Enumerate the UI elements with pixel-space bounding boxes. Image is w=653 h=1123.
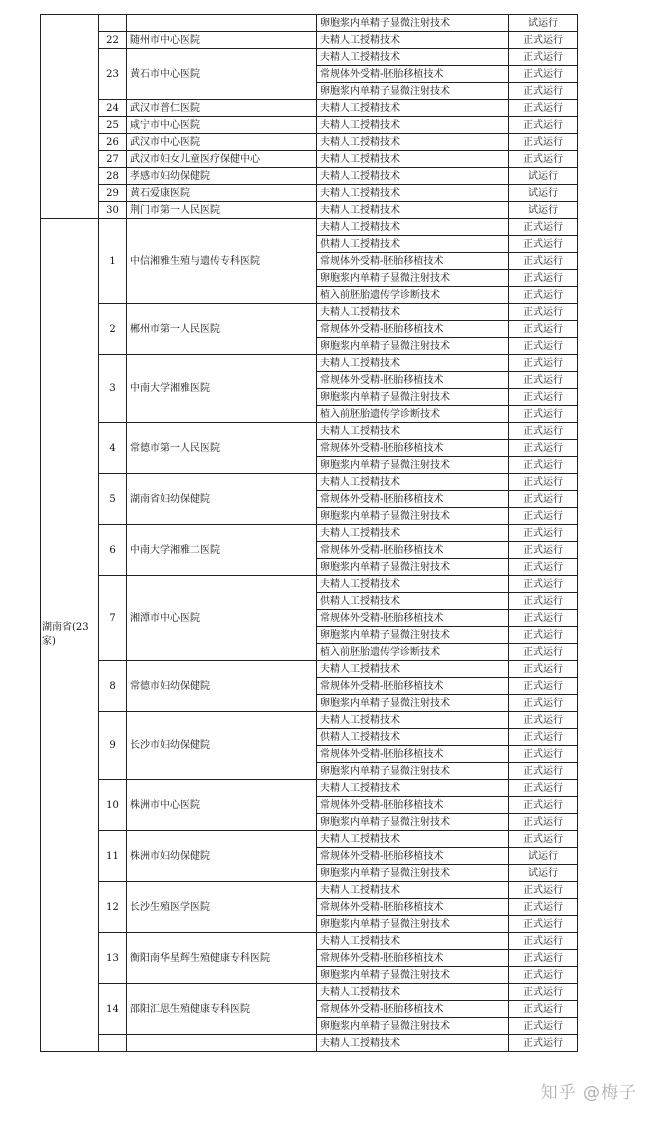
watermark: 知乎 @梅子 (540, 1083, 637, 1103)
status-cell: 正式运行 (509, 491, 578, 508)
technology-cell: 常规体外受精-胚胎移植技术 (317, 848, 509, 865)
status-cell: 正式运行 (509, 49, 578, 66)
technology-cell: 夫精人工授精技术 (317, 304, 509, 321)
technology-cell: 夫精人工授精技术 (317, 219, 509, 236)
technology-cell: 常规体外受精-胚胎移植技术 (317, 321, 509, 338)
status-cell: 正式运行 (509, 100, 578, 117)
technology-cell: 夫精人工授精技术 (317, 32, 509, 49)
status-cell: 正式运行 (509, 933, 578, 950)
hospital-number: 3 (99, 355, 127, 423)
table-row (41, 474, 578, 491)
hospital-number: 5 (99, 474, 127, 525)
table-row (41, 525, 578, 542)
table-row (41, 151, 578, 168)
technology-cell: 供精人工授精技术 (317, 593, 509, 610)
technology-cell: 夫精人工授精技术 (317, 168, 509, 185)
status-cell: 试运行 (509, 848, 578, 865)
technology-cell: 常规体外受精-胚胎移植技术 (317, 678, 509, 695)
status-cell: 正式运行 (509, 950, 578, 967)
hospital-name: 咸宁市中心医院 (127, 117, 317, 134)
hospital-name: 中信湘雅生殖与遗传专科医院 (127, 219, 317, 304)
technology-cell: 卵胞浆内单精子显微注射技术 (317, 15, 509, 32)
status-cell: 正式运行 (509, 287, 578, 304)
hospital-number: 22 (99, 32, 127, 49)
hospital-name: 衡阳南华星辉生殖健康专科医院 (127, 933, 317, 984)
hospital-number: 8 (99, 661, 127, 712)
technology-cell: 夫精人工授精技术 (317, 576, 509, 593)
table-row (41, 712, 578, 729)
status-cell: 正式运行 (509, 304, 578, 321)
status-cell: 正式运行 (509, 151, 578, 168)
technology-cell: 卵胞浆内单精子显微注射技术 (317, 559, 509, 576)
hospital-name: 黄石市中心医院 (127, 49, 317, 100)
technology-cell: 常规体外受精-胚胎移植技术 (317, 1001, 509, 1018)
hospital-name (127, 15, 317, 32)
technology-cell: 卵胞浆内单精子显微注射技术 (317, 763, 509, 780)
hospital-number: 7 (99, 576, 127, 661)
technology-cell: 夫精人工授精技术 (317, 474, 509, 491)
hospital-number: 14 (99, 984, 127, 1035)
status-cell: 正式运行 (509, 1018, 578, 1035)
status-cell: 正式运行 (509, 406, 578, 423)
hospital-number: 13 (99, 933, 127, 984)
status-cell: 正式运行 (509, 644, 578, 661)
hospital-name: 孝感市妇幼保健院 (127, 168, 317, 185)
technology-cell: 卵胞浆内单精子显微注射技术 (317, 627, 509, 644)
technology-cell: 卵胞浆内单精子显微注射技术 (317, 457, 509, 474)
status-cell: 正式运行 (509, 661, 578, 678)
status-cell: 正式运行 (509, 967, 578, 984)
hospital-number (99, 15, 127, 32)
status-cell: 正式运行 (509, 712, 578, 729)
table-row (41, 933, 578, 950)
hospital-number: 30 (99, 202, 127, 219)
hospital-name: 湘潭市中心医院 (127, 576, 317, 661)
status-cell: 正式运行 (509, 916, 578, 933)
hospital-name: 黄石爱康医院 (127, 185, 317, 202)
technology-cell: 夫精人工授精技术 (317, 780, 509, 797)
hospital-name: 株洲市中心医院 (127, 780, 317, 831)
technology-cell: 卵胞浆内单精子显微注射技术 (317, 389, 509, 406)
hospital-number: 24 (99, 100, 127, 117)
status-cell: 正式运行 (509, 66, 578, 83)
hospital-number: 12 (99, 882, 127, 933)
technology-cell: 常规体外受精-胚胎移植技术 (317, 899, 509, 916)
status-cell: 正式运行 (509, 899, 578, 916)
technology-cell: 夫精人工授精技术 (317, 202, 509, 219)
status-cell: 正式运行 (509, 219, 578, 236)
table-row (41, 831, 578, 848)
status-cell: 正式运行 (509, 780, 578, 797)
technology-cell: 常规体外受精-胚胎移植技术 (317, 440, 509, 457)
hospital-number: 23 (99, 49, 127, 100)
technology-cell: 夫精人工授精技术 (317, 117, 509, 134)
technology-cell: 卵胞浆内单精子显微注射技术 (317, 916, 509, 933)
table-row (41, 134, 578, 151)
status-cell: 正式运行 (509, 440, 578, 457)
hospital-number: 6 (99, 525, 127, 576)
hospital-name: 常德市第一人民医院 (127, 423, 317, 474)
hospital-name: 中南大学湘雅二医院 (127, 525, 317, 576)
status-cell: 正式运行 (509, 576, 578, 593)
table-row (41, 32, 578, 49)
technology-cell: 卵胞浆内单精子显微注射技术 (317, 814, 509, 831)
hospital-number: 4 (99, 423, 127, 474)
technology-cell: 植入前胚胎遗传学诊断技术 (317, 406, 509, 423)
technology-cell: 卵胞浆内单精子显微注射技术 (317, 270, 509, 287)
status-cell: 正式运行 (509, 763, 578, 780)
table-body (41, 15, 578, 1052)
technology-cell: 常规体外受精-胚胎移植技术 (317, 253, 509, 270)
status-cell: 正式运行 (509, 831, 578, 848)
status-cell: 正式运行 (509, 797, 578, 814)
table-row (41, 117, 578, 134)
status-cell: 正式运行 (509, 508, 578, 525)
status-cell: 正式运行 (509, 253, 578, 270)
technology-cell: 夫精人工授精技术 (317, 185, 509, 202)
status-cell: 正式运行 (509, 423, 578, 440)
hospital-name: 随州市中心医院 (127, 32, 317, 49)
status-cell: 正式运行 (509, 729, 578, 746)
technology-cell: 夫精人工授精技术 (317, 134, 509, 151)
technology-cell: 夫精人工授精技术 (317, 831, 509, 848)
technology-cell: 夫精人工授精技术 (317, 1035, 509, 1052)
hospital-name: 武汉市妇女儿童医疗保健中心 (127, 151, 317, 168)
status-cell: 正式运行 (509, 695, 578, 712)
status-cell: 试运行 (509, 15, 578, 32)
status-cell: 正式运行 (509, 542, 578, 559)
status-cell: 正式运行 (509, 525, 578, 542)
table-row (41, 100, 578, 117)
status-cell: 正式运行 (509, 627, 578, 644)
hospital-number: 28 (99, 168, 127, 185)
hospital-name: 中南大学湘雅医院 (127, 355, 317, 423)
technology-cell: 夫精人工授精技术 (317, 712, 509, 729)
status-cell: 正式运行 (509, 610, 578, 627)
hospital-number: 11 (99, 831, 127, 882)
table-row (41, 1035, 578, 1052)
technology-cell: 夫精人工授精技术 (317, 933, 509, 950)
hospital-number: 29 (99, 185, 127, 202)
technology-cell: 植入前胚胎遗传学诊断技术 (317, 287, 509, 304)
hospital-name: 长沙市妇幼保健院 (127, 712, 317, 780)
technology-cell: 常规体外受精-胚胎移植技术 (317, 797, 509, 814)
technology-cell: 常规体外受精-胚胎移植技术 (317, 542, 509, 559)
hospital-name: 株洲市妇幼保健院 (127, 831, 317, 882)
status-cell: 正式运行 (509, 984, 578, 1001)
status-cell: 正式运行 (509, 32, 578, 49)
hospital-number: 9 (99, 712, 127, 780)
technology-cell: 常规体外受精-胚胎移植技术 (317, 372, 509, 389)
technology-cell: 夫精人工授精技术 (317, 882, 509, 899)
status-cell: 正式运行 (509, 134, 578, 151)
province-cell (41, 15, 99, 219)
technology-cell: 植入前胚胎遗传学诊断技术 (317, 644, 509, 661)
status-cell: 正式运行 (509, 117, 578, 134)
technology-cell: 常规体外受精-胚胎移植技术 (317, 610, 509, 627)
technology-cell: 夫精人工授精技术 (317, 100, 509, 117)
status-cell: 正式运行 (509, 457, 578, 474)
technology-cell: 供精人工授精技术 (317, 236, 509, 253)
technology-cell: 卵胞浆内单精子显微注射技术 (317, 83, 509, 100)
hospital-name: 长沙生殖医学医院 (127, 882, 317, 933)
status-cell: 正式运行 (509, 678, 578, 695)
table-row (41, 355, 578, 372)
status-cell: 试运行 (509, 168, 578, 185)
status-cell: 正式运行 (509, 1001, 578, 1018)
hospital-name: 武汉市中心医院 (127, 134, 317, 151)
hospital-name: 武汉市普仁医院 (127, 100, 317, 117)
technology-cell: 常规体外受精-胚胎移植技术 (317, 66, 509, 83)
status-cell: 正式运行 (509, 814, 578, 831)
status-cell: 正式运行 (509, 559, 578, 576)
technology-cell: 卵胞浆内单精子显微注射技术 (317, 865, 509, 882)
hospital-number: 25 (99, 117, 127, 134)
technology-cell: 卵胞浆内单精子显微注射技术 (317, 967, 509, 984)
technology-cell: 常规体外受精-胚胎移植技术 (317, 491, 509, 508)
hospital-name: 湖南省妇幼保健院 (127, 474, 317, 525)
status-cell: 正式运行 (509, 593, 578, 610)
status-cell: 正式运行 (509, 474, 578, 491)
hospital-name: 荆门市第一人民医院 (127, 202, 317, 219)
technology-cell: 卵胞浆内单精子显微注射技术 (317, 695, 509, 712)
technology-cell: 供精人工授精技术 (317, 729, 509, 746)
table-row (41, 304, 578, 321)
hospital-name: 常德市妇幼保健院 (127, 661, 317, 712)
table-row (41, 15, 578, 32)
status-cell: 试运行 (509, 865, 578, 882)
province-cell: 湖南省(23家) (41, 219, 99, 1052)
hospital-name: 邵阳汇思生殖健康专科医院 (127, 984, 317, 1035)
table-row (41, 882, 578, 899)
table-row (41, 661, 578, 678)
table-row (41, 49, 578, 66)
table-row (41, 219, 578, 236)
status-cell: 正式运行 (509, 355, 578, 372)
status-cell: 正式运行 (509, 236, 578, 253)
status-cell: 正式运行 (509, 389, 578, 406)
status-cell: 正式运行 (509, 338, 578, 355)
table-row (41, 185, 578, 202)
status-cell: 正式运行 (509, 321, 578, 338)
technology-cell: 卵胞浆内单精子显微注射技术 (317, 1018, 509, 1035)
technology-cell: 夫精人工授精技术 (317, 423, 509, 440)
status-cell: 正式运行 (509, 882, 578, 899)
hospital-number: 2 (99, 304, 127, 355)
table-row (41, 168, 578, 185)
table-row (41, 423, 578, 440)
technology-cell: 夫精人工授精技术 (317, 151, 509, 168)
status-cell: 正式运行 (509, 1035, 578, 1052)
table-row (41, 202, 578, 219)
status-cell: 正式运行 (509, 270, 578, 287)
hospital-number: 27 (99, 151, 127, 168)
hospital-name (127, 1035, 317, 1052)
status-cell: 正式运行 (509, 746, 578, 763)
technology-cell: 夫精人工授精技术 (317, 661, 509, 678)
status-cell: 试运行 (509, 185, 578, 202)
technology-cell: 夫精人工授精技术 (317, 984, 509, 1001)
technology-cell: 夫精人工授精技术 (317, 49, 509, 66)
hospital-number: 1 (99, 219, 127, 304)
hospital-table (40, 14, 578, 1052)
technology-cell: 卵胞浆内单精子显微注射技术 (317, 508, 509, 525)
table-row (41, 780, 578, 797)
table-row (41, 984, 578, 1001)
technology-cell: 常规体外受精-胚胎移植技术 (317, 746, 509, 763)
technology-cell: 夫精人工授精技术 (317, 355, 509, 372)
technology-cell: 常规体外受精-胚胎移植技术 (317, 950, 509, 967)
table-row (41, 576, 578, 593)
status-cell: 正式运行 (509, 83, 578, 100)
technology-cell: 夫精人工授精技术 (317, 525, 509, 542)
technology-cell: 卵胞浆内单精子显微注射技术 (317, 338, 509, 355)
hospital-number: 26 (99, 134, 127, 151)
hospital-name: 郴州市第一人民医院 (127, 304, 317, 355)
status-cell: 试运行 (509, 202, 578, 219)
hospital-number (99, 1035, 127, 1052)
hospital-number: 10 (99, 780, 127, 831)
status-cell: 正式运行 (509, 372, 578, 389)
